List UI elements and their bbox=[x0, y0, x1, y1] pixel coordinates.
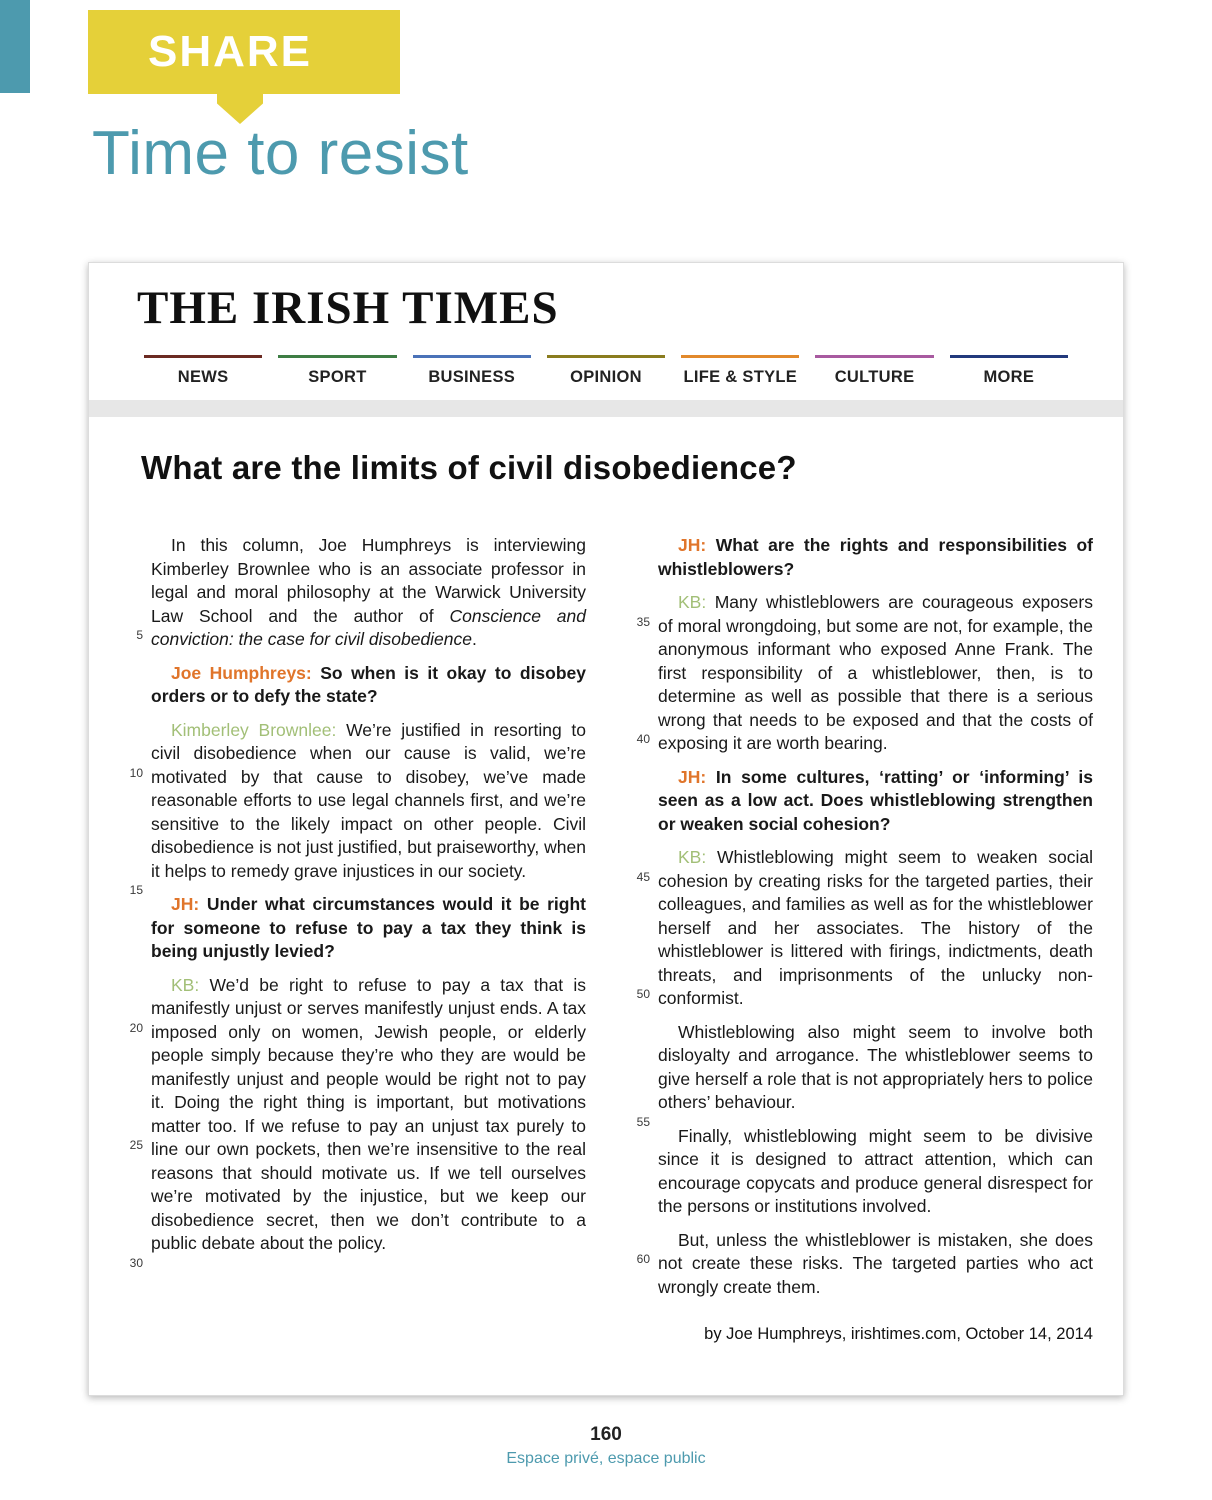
answer-2 bbox=[151, 974, 586, 1256]
speaker-label-kb: KB: bbox=[171, 974, 200, 995]
answer-3 bbox=[658, 591, 1093, 756]
speaker-label-kb: Kimberley Brownlee: bbox=[171, 719, 337, 740]
answer-1 bbox=[151, 719, 586, 884]
line-number: 25 bbox=[129, 1138, 143, 1152]
nav-item-more[interactable]: MORE bbox=[950, 355, 1068, 387]
teal-corner-bar bbox=[0, 0, 30, 93]
right-column bbox=[626, 534, 1093, 1344]
intro-after: . bbox=[472, 629, 477, 649]
line-number: 55 bbox=[636, 1115, 650, 1129]
line-number: 10 bbox=[129, 766, 143, 780]
answer-4-continued: Whistleblowing also might seem to involve both disloyalty and arrogance. The whistleblower seems to give herself a role that is not appropriately hers to police others’ behaviour. bbox=[658, 1021, 1093, 1112]
speaker-label-jh: JH: bbox=[678, 535, 707, 555]
question-4 bbox=[658, 766, 1093, 837]
intro-text: In this column, Joe Humphreys is interviewing Kimberley Brownlee who is an associate professor in legal and moral philosophy at the Warwick University Law School and the author of bbox=[151, 535, 586, 626]
speaker-label-jh: Joe Humphreys: bbox=[171, 662, 312, 683]
line-number: 60 bbox=[636, 1252, 650, 1266]
series-title: Espace privé, espace public bbox=[506, 1450, 706, 1467]
answer-4-continued: Finally, whistleblowing might seem to be divisive since it is designed to attract attention, which can encourage copycats and produce general disrespect for the persons or institutions involved. bbox=[658, 1125, 1093, 1216]
question-text: So when is it okay to disobey orders or to defy the state? bbox=[151, 662, 587, 706]
nav-item-life-style[interactable]: LIFE & STYLE bbox=[681, 355, 799, 387]
newspaper-nav bbox=[144, 355, 1068, 387]
line-number: 50 bbox=[636, 987, 650, 1001]
nav-item-news[interactable]: NEWS bbox=[144, 355, 262, 387]
share-label: SHARE bbox=[148, 27, 313, 76]
speaker-label-jh: JH: bbox=[171, 894, 200, 914]
article-body bbox=[119, 534, 1093, 1344]
answer-text: Whistleblowing might seem to weaken social cohesion by creating risks for the targeted parties, their colleagues, and families as well as for the whistleblower herself and her associates. The history of the whistleblower is littered with firings, indictments, death threats, and imprisonments of the unlucky non-conformist. bbox=[658, 847, 1093, 1008]
page-number: 160 bbox=[590, 1424, 622, 1445]
article-headline: What are the limits of civil disobedience? bbox=[141, 449, 797, 486]
speaker-label-kb: KB: bbox=[678, 592, 707, 612]
answer-text: We’d be right to refuse to pay a tax that is manifestly unjust or serves manifestly unjust ends. A tax imposed only on women, Jewish people, or elderly people simply because they’re who they are would be manifestly unjust and people would be right not to pay it. Doing the right thing is important, but motivations matter too. If we refuse to pay an unjust tax purely to line our own pockets, then we’re insensitive to the real reasons that should motivate us. If we tell ourselves we’re motivated by the injustice, but we keep our disobedience secret, then we don’t contribute to a public debate about the policy. bbox=[151, 974, 586, 1253]
answer-text: We’re justified in resorting to civil disobedience when our cause is valid, we’re motivated by that cause to disobey, we’ve made reasonable efforts to use legal channels first, and we’re sensitive to the likely impact on other people. Civil disobedience is not just justified, but praiseworthy, when it helps to remedy grave injustices in our society. bbox=[151, 719, 587, 881]
line-number: 40 bbox=[636, 732, 650, 746]
speaker-label-kb: KB: bbox=[678, 847, 707, 867]
line-number: 5 bbox=[136, 628, 143, 642]
nav-item-opinion[interactable]: OPINION bbox=[547, 355, 665, 387]
line-number: 30 bbox=[129, 1256, 143, 1270]
nav-divider-band bbox=[89, 400, 1123, 417]
line-number: 35 bbox=[636, 615, 650, 629]
byline: by Joe Humphreys, irishtimes.com, October 14, 2014 bbox=[704, 1325, 1093, 1343]
intro-paragraph bbox=[151, 534, 586, 652]
share-banner bbox=[88, 10, 400, 94]
answer-text: Many whistleblowers are courageous exposers of moral wrongdoing, but some are not, for example, the anonymous informant who exposed Anne Frank. The first responsibility of a whistleblower, then, is to determine as well as possible that there is a serious wrong that needs to be exposed and that the costs of exposing it are worth bearing. bbox=[658, 592, 1093, 753]
line-number: 45 bbox=[636, 870, 650, 884]
speaker-label-jh: JH: bbox=[678, 766, 707, 787]
nav-item-sport[interactable]: SPORT bbox=[278, 355, 396, 387]
article-card bbox=[88, 262, 1124, 1396]
line-number: 15 bbox=[129, 883, 143, 897]
question-text: In some cultures, ‘ratting’ or ‘informing’ is seen as a low act. Does whistleblowing strengthen or weaken social cohesion? bbox=[658, 766, 1093, 834]
question-3 bbox=[658, 534, 1093, 581]
answer-4-continued: But, unless the whistleblower is mistaken, she does not create these risks. The targeted parties who act wrongly create them. bbox=[658, 1229, 1093, 1297]
page-heading: Time to resist bbox=[92, 119, 469, 188]
question-2 bbox=[151, 893, 586, 964]
question-1 bbox=[151, 662, 586, 709]
question-text: Under what circumstances would it be right for someone to refuse to pay a tax they think is being unjustly levied? bbox=[151, 894, 586, 961]
question-text: What are the rights and responsibilities of whistleblowers? bbox=[658, 535, 1093, 579]
line-number: 20 bbox=[129, 1021, 143, 1035]
nav-item-culture[interactable]: CULTURE bbox=[815, 355, 933, 387]
nav-item-business[interactable]: BUSINESS bbox=[413, 355, 531, 387]
left-column bbox=[119, 534, 586, 1344]
newspaper-masthead[interactable]: THE IRISH TIMES bbox=[137, 282, 559, 334]
answer-4 bbox=[658, 846, 1093, 1011]
book-title: Conscience and conviction: the case for civil disobedience bbox=[151, 605, 586, 649]
